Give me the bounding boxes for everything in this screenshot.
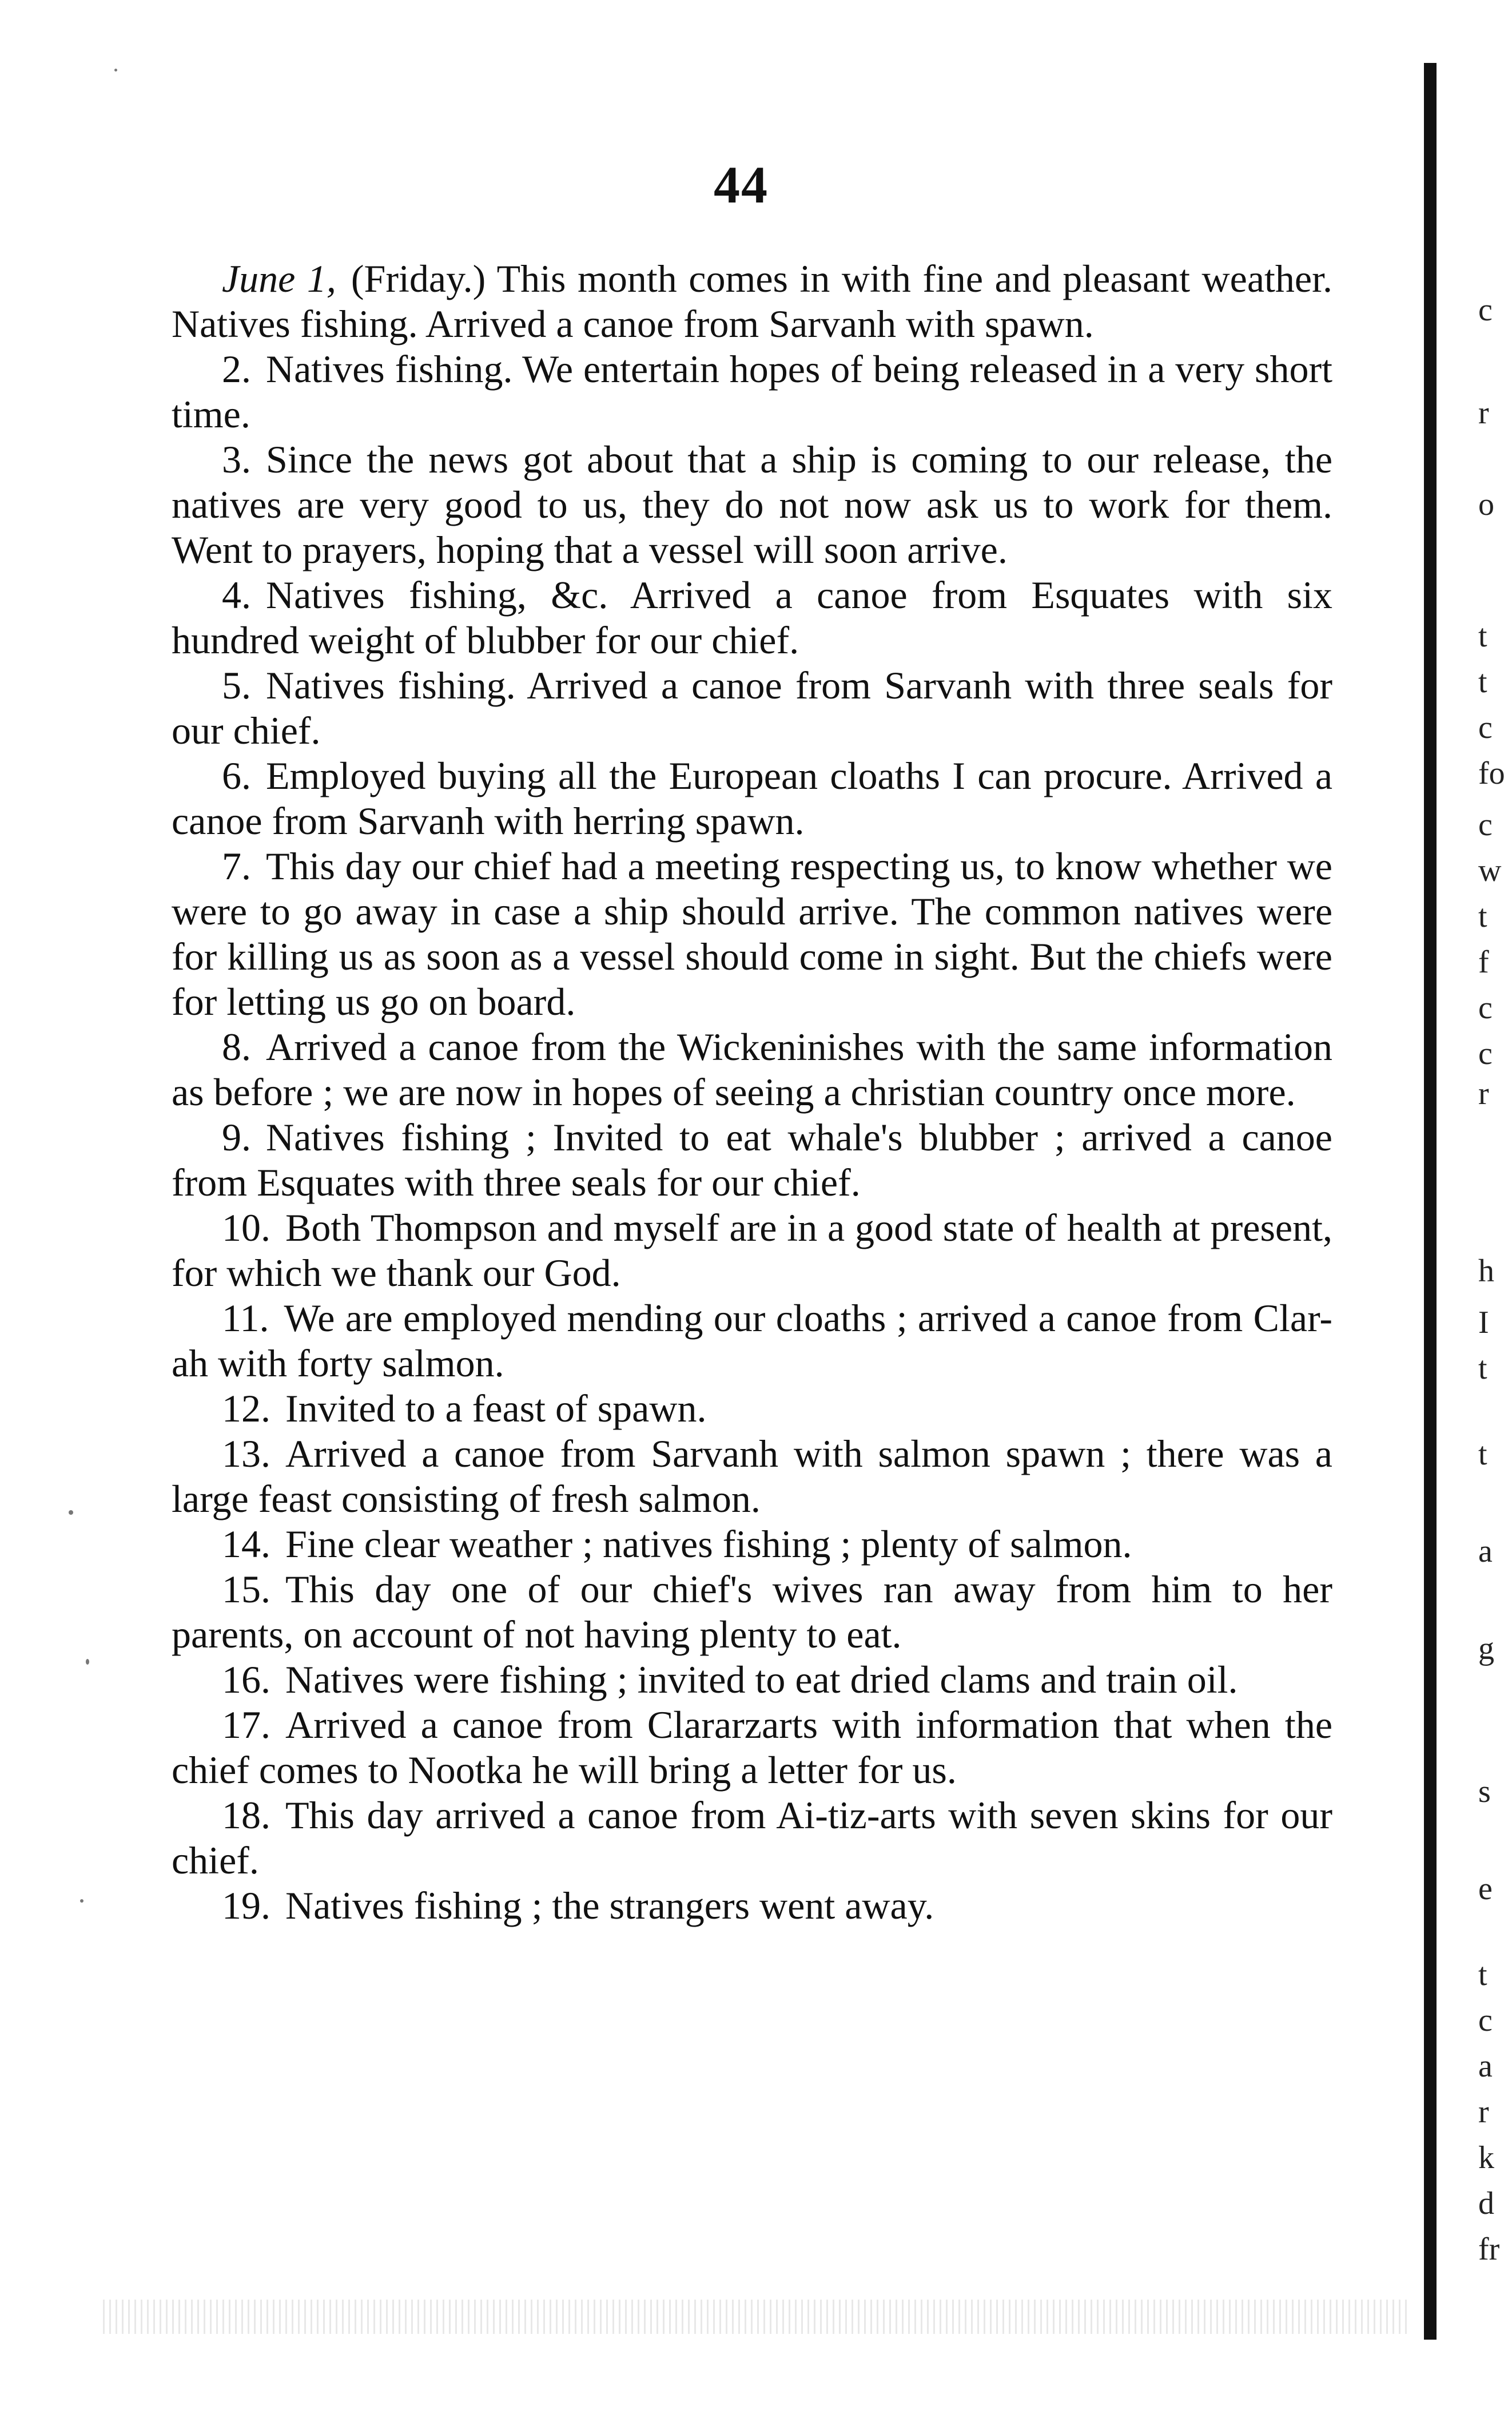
journal-entry	[172, 1025, 1332, 1115]
margin-letter: f	[1478, 944, 1489, 980]
journal-entry	[172, 663, 1332, 753]
margin-letter: r	[1478, 2094, 1489, 2130]
margin-letter: s	[1478, 1774, 1491, 1809]
journal-entry	[172, 347, 1332, 437]
journal-entry	[172, 573, 1332, 663]
paper-speck	[69, 1510, 73, 1515]
margin-letter: t	[1478, 899, 1487, 934]
entry-text: Natives fishing, &c. Arrived a canoe from Esquates with six hundred weight of blubber for our chief.	[172, 573, 1332, 662]
journal-entry	[172, 256, 1332, 347]
facing-page-margin	[1478, 0, 1512, 2410]
margin-letter: d	[1478, 2186, 1494, 2221]
entry-text: (Friday.) This month comes in with fine and pleasant weather. Natives fishing. Arrived a canoe from Sarvanh with spawn.	[172, 257, 1332, 346]
entry-date: 11.	[222, 1296, 269, 1340]
journal-entry	[172, 1115, 1332, 1205]
entry-date: 15.	[222, 1567, 270, 1611]
margin-letter: c	[1478, 990, 1493, 1026]
entry-date: 8.	[222, 1025, 251, 1069]
margin-letter: I	[1478, 1305, 1489, 1340]
entry-date: June 1,	[222, 257, 336, 300]
entry-date: 12.	[222, 1387, 270, 1430]
entry-text: Natives fishing. We entertain hopes of being released in a very short time.	[172, 347, 1332, 436]
margin-letter: c	[1478, 710, 1493, 745]
entry-text: Since the news got about that a ship is coming to our release, the natives are very good to us, they do not now ask us to work for them. Went to prayers, hoping that a vessel will soon arrive.	[172, 438, 1332, 571]
page-edge-smudge	[103, 2300, 1407, 2334]
journal-entry	[172, 1205, 1332, 1296]
entry-date: 19.	[222, 1884, 270, 1927]
journal-entry	[172, 1883, 1332, 1928]
margin-letter: g	[1478, 1631, 1494, 1666]
margin-letter: h	[1478, 1253, 1494, 1289]
entry-text: Arrived a canoe from the Wickeninishes with the same information as before ; we are now in hopes of seeing a christian country once more.	[172, 1025, 1332, 1114]
entry-text: Natives were fishing ; invited to eat dried clams and train oil.	[285, 1658, 1238, 1701]
entry-text: This day arrived a canoe from Ai-tiz-arts with seven skins for our chief.	[172, 1793, 1332, 1882]
entry-text: Fine clear weather ; natives fishing ; plenty of salmon.	[285, 1522, 1132, 1566]
margin-letter: t	[1478, 1351, 1487, 1386]
margin-letter: t	[1478, 618, 1487, 654]
entry-date: 4.	[222, 573, 251, 617]
margin-letter: fr	[1478, 2232, 1500, 2267]
journal-entry	[172, 1657, 1332, 1702]
margin-letter: r	[1478, 1076, 1489, 1111]
entry-text: This day one of our chief's wives ran away from him to her parents, on account of not having plenty to eat.	[172, 1567, 1332, 1656]
journal-entry	[172, 1386, 1332, 1431]
entry-text: Invited to a feast of spawn.	[285, 1387, 707, 1430]
margin-letter: c	[1478, 807, 1493, 843]
entry-text: We are employed mending our cloaths ; arrived a canoe from Clar-ah with forty salmon.	[172, 1296, 1332, 1385]
journal-entry	[172, 753, 1332, 844]
margin-letter: fo	[1478, 756, 1505, 791]
margin-letter: c	[1478, 2003, 1493, 2038]
paper-speck	[80, 1899, 83, 1903]
page-number: 44	[714, 156, 769, 214]
entry-text: Natives fishing ; Invited to eat whale's blubber ; arrived a canoe from Esquates with three seals for our chief.	[172, 1115, 1332, 1204]
journal-entry	[172, 1296, 1332, 1386]
entry-text: Arrived a canoe from Sarvanh with salmon spawn ; there was a large feast consisting of fresh salmon.	[172, 1432, 1332, 1520]
entry-date: 10.	[222, 1206, 270, 1249]
margin-letter: r	[1478, 395, 1489, 431]
entry-text: Employed buying all the European cloaths I can procure. Arrived a canoe from Sarvanh with herring spawn.	[172, 754, 1332, 843]
entry-date: 9.	[222, 1115, 251, 1159]
margin-letter: a	[1478, 1534, 1493, 1569]
paper-speck	[114, 69, 117, 72]
margin-letter: k	[1478, 2140, 1494, 2175]
journal-entry	[172, 844, 1332, 1025]
margin-letter: t	[1478, 664, 1487, 700]
margin-letter: c	[1478, 1036, 1493, 1071]
entry-date: 5.	[222, 664, 251, 707]
margin-letter: w	[1478, 853, 1502, 888]
entry-date: 18.	[222, 1793, 270, 1837]
margin-letter: a	[1478, 2048, 1493, 2084]
journal-entry	[172, 437, 1332, 573]
binding-gutter	[1424, 63, 1437, 2340]
journal-entry	[172, 1522, 1332, 1567]
journal-text	[172, 256, 1332, 1928]
entry-text: Natives fishing ; the strangers went away.	[285, 1884, 934, 1927]
journal-entry	[172, 1702, 1332, 1793]
entry-date: 13.	[222, 1432, 270, 1475]
entry-text: Natives fishing. Arrived a canoe from Sarvanh with three seals for our chief.	[172, 664, 1332, 752]
margin-letter: t	[1478, 1957, 1487, 1992]
journal-entry	[172, 1567, 1332, 1657]
margin-letter: c	[1478, 292, 1493, 328]
margin-letter: o	[1478, 487, 1494, 522]
entry-date: 2.	[222, 347, 251, 391]
journal-entry	[172, 1431, 1332, 1522]
entry-date: 14.	[222, 1522, 270, 1566]
entry-date: 3.	[222, 438, 251, 481]
entry-date: 16.	[222, 1658, 270, 1701]
entry-date: 7.	[222, 844, 251, 888]
margin-letter: t	[1478, 1436, 1487, 1472]
entry-date: 17.	[222, 1703, 270, 1746]
entry-text: Arrived a canoe from Clararzarts with information that when the chief comes to Nootka he will bring a letter for us.	[172, 1703, 1332, 1792]
entry-date: 6.	[222, 754, 251, 797]
paper-speck	[86, 1659, 89, 1665]
margin-letter: e	[1478, 1871, 1493, 1907]
journal-entry	[172, 1793, 1332, 1883]
entry-text: Both Thompson and myself are in a good state of health at present, for which we thank our God.	[172, 1206, 1332, 1295]
entry-text: This day our chief had a meeting respecting us, to know whether we were to go away in case a ship should arrive. The common natives were for killing us as soon as a vessel should come in sight. But the chiefs were for letting us go on board.	[172, 844, 1332, 1023]
